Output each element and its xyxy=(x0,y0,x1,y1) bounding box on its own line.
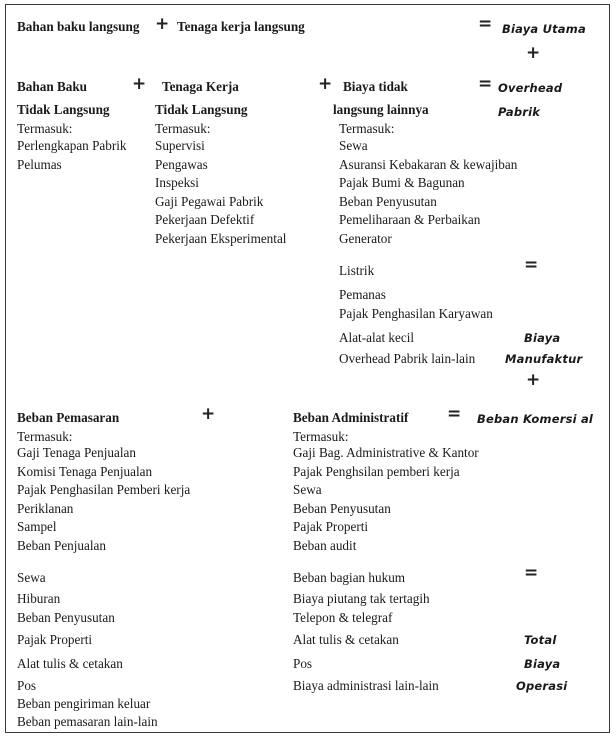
tenaga-kerja-langsung-label: Tenaga kerja langsung xyxy=(177,19,305,34)
equals-sign: = xyxy=(524,255,539,275)
list-item: Komisi Tenaga Penjualan xyxy=(17,463,153,479)
list-item: Biaya administrasi lain-lain xyxy=(293,678,439,693)
bahan-baku-tl-title-2: Tidak Langsung xyxy=(17,102,110,117)
bahan-baku-tl-title: Bahan Baku xyxy=(17,79,88,94)
col3-intro: Termasuk: xyxy=(339,121,395,136)
list-item: Beban Penyusutan xyxy=(17,610,115,625)
col2-intro: Termasuk: xyxy=(155,121,211,136)
list-item: Sewa xyxy=(17,570,46,585)
list-item: Asuransi Kebakaran & kewajiban xyxy=(339,156,518,172)
list-item: Alat tulis & cetakan xyxy=(293,632,399,647)
col1-intro: Termasuk: xyxy=(17,121,73,136)
list-item: Overhead Pabrik lain-lain xyxy=(339,351,476,366)
biaya-tidak-langsung-title-2: langsung lainnya xyxy=(333,102,429,117)
list-item: Pajak Bumi & Bagunan xyxy=(339,175,465,191)
list-item: Sewa xyxy=(339,138,368,153)
list-item: Supervisi xyxy=(155,138,205,153)
col1-intro: Termasuk: xyxy=(17,429,73,444)
list-item: Pajak Penghasilan Karyawan xyxy=(339,306,493,321)
biaya-tidak-langsung-list-a xyxy=(339,137,517,249)
list-item: Pemeliharaan & Perbaikan xyxy=(339,212,481,228)
list-item: Gaji Tenaga Penjualan xyxy=(17,445,136,460)
list-item: Beban Penyusutan xyxy=(339,193,437,209)
beban-komersial-label: Beban Komersi al xyxy=(477,412,594,426)
list-item: Pajak Penghasilan Pemberi kerja xyxy=(17,482,191,498)
list-item: Pos xyxy=(17,678,37,693)
bahan-baku-langsung-label: Bahan baku langsung xyxy=(17,19,140,34)
plus-sign: + xyxy=(526,370,541,390)
list-item: Pajak Properti xyxy=(17,632,93,647)
list-item: Beban Penyusutan xyxy=(293,500,391,516)
list-item: Pengawas xyxy=(155,156,208,172)
biaya-manufaktur-label: Biaya xyxy=(524,331,561,345)
equals-sign: = xyxy=(478,74,493,94)
tenaga-kerja-tl-title-2: Tidak Langsung xyxy=(155,102,248,117)
list-item: Sampel xyxy=(17,519,57,535)
plus-sign: + xyxy=(526,43,541,63)
bahan-baku-tl-list xyxy=(17,137,127,174)
biaya-utama-label: Biaya Utama xyxy=(502,22,586,36)
plus-sign: + xyxy=(155,14,170,34)
equals-sign: = xyxy=(478,14,493,34)
list-item: Beban Penjualan xyxy=(17,537,106,553)
plus-sign: + xyxy=(201,404,216,424)
list-item: Alat tulis & cetakan xyxy=(17,656,123,671)
biaya-manufaktur-label-2: Manufaktur xyxy=(505,352,583,366)
list-item: Perlengkapan Pabrik xyxy=(17,138,127,153)
list-item: Pajak Penghsilan pemberi kerja xyxy=(293,463,460,479)
list-item: Beban pemasaran lain-lain xyxy=(17,714,158,729)
biaya-tidak-langsung-title: Biaya tidak xyxy=(343,79,408,94)
list-item: Generator xyxy=(339,230,392,246)
plus-sign: + xyxy=(132,74,147,94)
list-item: Telepon & telegraf xyxy=(293,610,393,625)
tenaga-kerja-tl-title: Tenaga Kerja xyxy=(162,79,239,94)
list-item: Pekerjaan Eksperimental xyxy=(155,230,287,246)
beban-administratif-title: Beban Administratif xyxy=(293,410,409,425)
equals-sign: = xyxy=(524,563,539,583)
list-item: Pekerjaan Defektif xyxy=(155,212,255,228)
plus-sign: + xyxy=(318,74,333,94)
tenaga-kerja-tl-list xyxy=(155,137,286,249)
list-item: Pajak Properti xyxy=(293,519,369,535)
list-item: Periklanan xyxy=(17,500,74,516)
total-biaya-operasi-label-3: Operasi xyxy=(516,679,568,693)
list-item: Hiburan xyxy=(17,591,61,606)
list-item: Alat-alat kecil xyxy=(339,330,415,345)
list-item: Inspeksi xyxy=(155,175,199,191)
list-item: Pemanas xyxy=(339,287,386,302)
overhead-pabrik-label: Overhead xyxy=(498,81,563,95)
list-item: Pelumas xyxy=(17,156,62,172)
beban-administratif-list-a xyxy=(293,444,479,556)
total-biaya-operasi-label-2: Biaya xyxy=(524,657,561,671)
list-item: Beban bagian hukum xyxy=(293,570,406,585)
list-item: Gaji Pegawai Pabrik xyxy=(155,193,264,209)
list-item: Biaya piutang tak tertagih xyxy=(293,591,430,606)
list-item: Listrik xyxy=(339,263,375,278)
list-item: Pos xyxy=(293,656,313,671)
list-item: Beban pengiriman keluar xyxy=(17,696,151,711)
list-item: Gaji Bag. Administrative & Kantor xyxy=(293,445,479,460)
overhead-pabrik-label-2: Pabrik xyxy=(498,105,541,119)
beban-pemasaran-list-a xyxy=(17,444,190,556)
beban-pemasaran-title: Beban Pemasaran xyxy=(17,410,120,425)
total-biaya-operasi-label: Total xyxy=(524,633,557,647)
col2-intro: Termasuk: xyxy=(293,429,349,444)
list-item: Sewa xyxy=(293,482,322,498)
list-item: Beban audit xyxy=(293,537,357,553)
equals-sign: = xyxy=(447,404,462,424)
